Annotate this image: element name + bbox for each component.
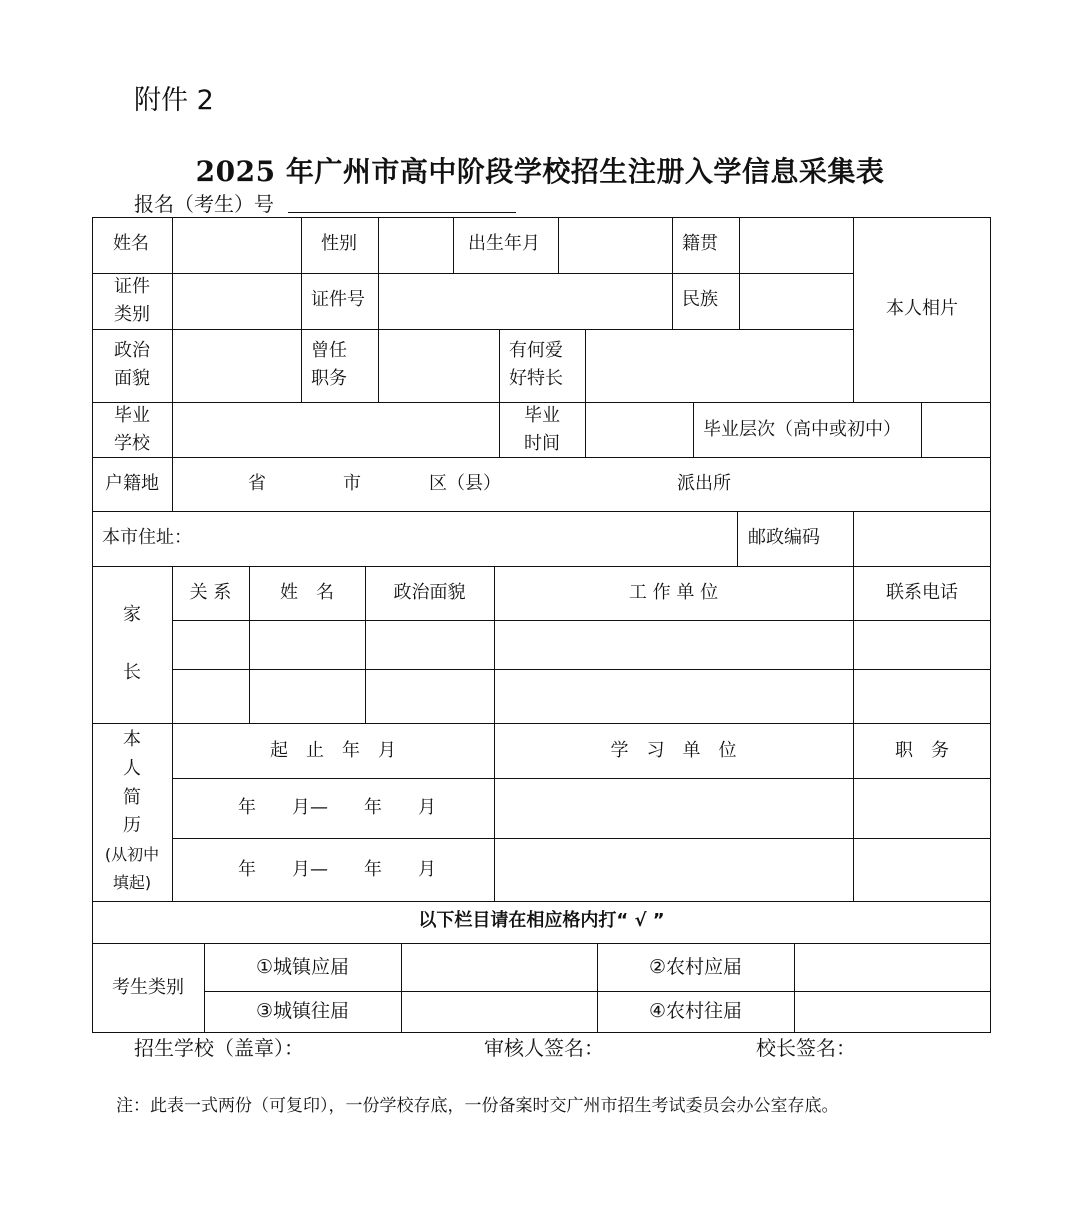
reviewer-signature-label: 审核人签名： (484, 1036, 604, 1060)
city-label: 市 (343, 473, 361, 494)
col-line (401, 943, 402, 1033)
police-station-label: 派出所 (677, 473, 731, 494)
row-line (172, 620, 991, 621)
native-place-label: 籍贯 (682, 233, 718, 254)
postcode-label: 邮政编码 (748, 527, 820, 548)
registration-number-label: 报名（考生）号 (134, 192, 274, 216)
relation-header: 关 系 (189, 582, 232, 603)
category-label: 考生类别 (112, 977, 184, 998)
address-label: 本市住址： (102, 527, 192, 548)
principal-signature-label: 校长签名： (756, 1036, 856, 1060)
row-line (92, 943, 991, 944)
row-line (92, 723, 991, 724)
col-line (739, 217, 740, 329)
political-status-label-1: 政治 (114, 340, 150, 361)
check-instruction: 以下栏目请在相应格内打“ √ ” (418, 910, 665, 931)
registration-number-line (288, 212, 516, 213)
option-rural-previous: ④农村往届 (648, 1000, 743, 1022)
row-line (92, 566, 991, 567)
parent-phone-header: 联系电话 (886, 582, 958, 603)
option-urban-current: ①城镇应届 (255, 956, 350, 978)
form-title: 2025 年广州市高中阶段学校招生注册入学信息采集表 (195, 155, 885, 188)
col-line (172, 566, 173, 901)
col-line (853, 566, 854, 901)
graduate-time-label-1: 毕业 (524, 405, 560, 426)
name-label: 姓名 (113, 233, 149, 254)
id-type-label-1: 证件 (114, 276, 150, 297)
graduate-time-label-2: 时间 (524, 433, 560, 454)
province-label: 省 (248, 473, 266, 494)
hobby-label-2: 好特长 (509, 368, 563, 389)
year-month-range-1: 年 月— 年 月 (238, 797, 436, 818)
resume-label-1: 本 (123, 729, 141, 750)
parent-label-2: 长 (123, 662, 141, 683)
study-unit-header: 学 习 单 位 (610, 740, 737, 761)
col-line (794, 943, 795, 1033)
parent-label-1: 家 (123, 604, 141, 625)
graduate-level-label: 毕业层次（高中或初中） (703, 419, 901, 440)
gender-label: 性别 (321, 233, 357, 254)
col-line (693, 402, 694, 457)
resume-label-4: 历 (123, 815, 141, 836)
col-line (853, 511, 854, 566)
col-line (453, 217, 454, 273)
resume-label-5: (从初中 (104, 845, 160, 864)
birth-label: 出生年月 (468, 233, 540, 254)
option-rural-current: ②农村应届 (648, 956, 743, 978)
parent-name-header: 姓 名 (280, 582, 334, 603)
col-line (378, 217, 379, 402)
col-line (172, 217, 173, 402)
row-line (172, 669, 991, 670)
duty-header: 职 务 (895, 740, 949, 761)
col-line (494, 566, 495, 901)
col-line (585, 329, 586, 457)
col-line (737, 511, 738, 566)
attachment-label: 附件 2 (134, 85, 214, 116)
photo-label: 本人相片 (886, 298, 958, 319)
row-line (172, 838, 991, 839)
former-post-label-1: 曾任 (311, 340, 347, 361)
graduate-school-label-2: 学校 (114, 433, 150, 454)
resume-label-2: 人 (123, 758, 141, 779)
resume-label-6: 填起) (112, 873, 152, 892)
period-header: 起 止 年 月 (270, 740, 396, 761)
footnote: 注：此表一式两份（可复印），一份学校存底，一份备案时交广州市招生考试委员会办公室存底。 (116, 1096, 839, 1116)
col-line (172, 402, 173, 457)
political-status-label-2: 面貌 (114, 368, 150, 389)
resume-label-3: 简 (123, 787, 141, 808)
col-line (672, 217, 673, 329)
col-line (301, 217, 302, 402)
col-line (172, 457, 173, 511)
hobby-label-1: 有何爱 (509, 340, 563, 361)
school-seal-label: 招生学校（盖章）： (134, 1036, 304, 1060)
row-line (92, 901, 991, 902)
row-line (172, 778, 991, 779)
former-post-label-2: 职务 (311, 368, 347, 389)
parent-political-header: 政治面貌 (393, 582, 466, 603)
row-line (92, 511, 991, 512)
col-line (558, 217, 559, 273)
year-month-range-2: 年 月— 年 月 (238, 859, 436, 880)
id-type-label-2: 类别 (114, 304, 150, 325)
row-line (92, 329, 854, 330)
hukou-label: 户籍地 (105, 473, 159, 494)
id-number-label: 证件号 (311, 289, 365, 310)
col-line (921, 402, 922, 457)
option-urban-previous: ③城镇往届 (255, 1000, 350, 1022)
district-label: 区（县） (429, 473, 501, 494)
info-form-table (92, 217, 991, 1033)
parent-work-header: 工 作 单 位 (628, 582, 719, 603)
ethnicity-label: 民族 (682, 289, 718, 310)
graduate-school-label-1: 毕业 (114, 405, 150, 426)
